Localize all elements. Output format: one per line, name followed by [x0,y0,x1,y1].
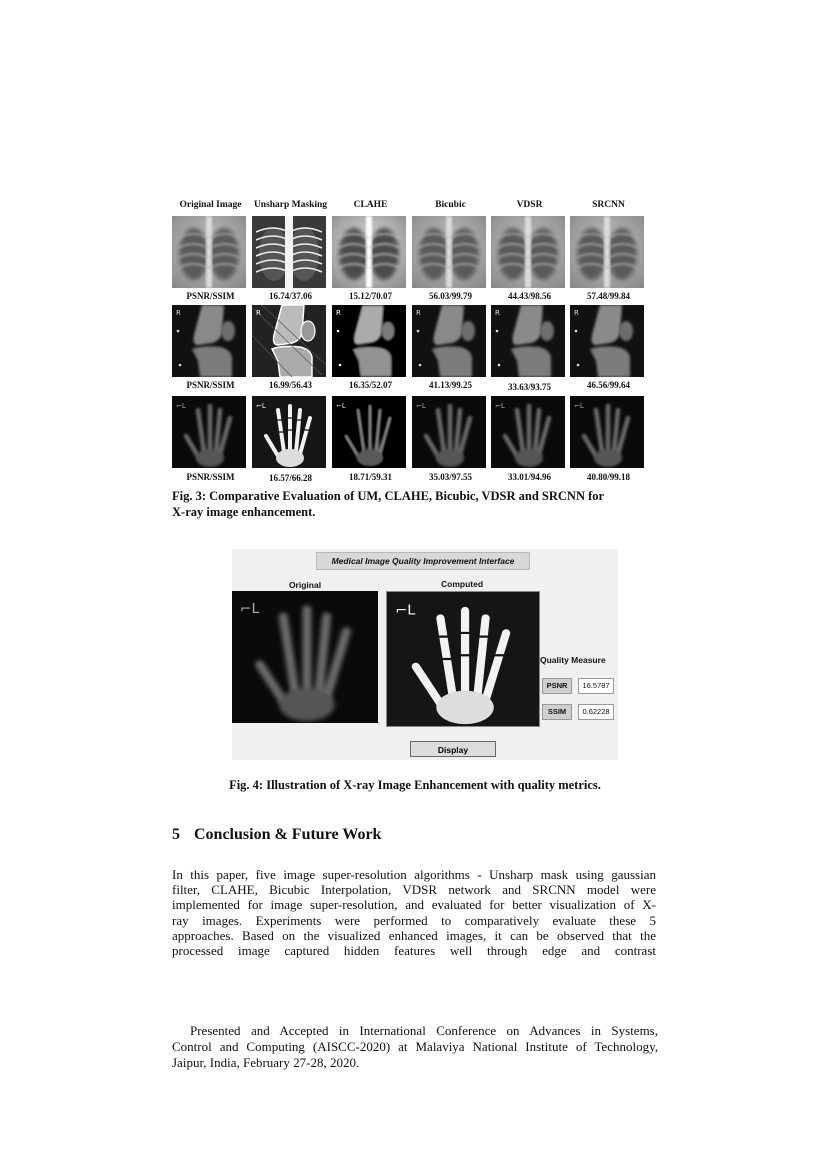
xray-hand-vdsr [491,396,565,468]
xray-knee-vdsr [491,305,565,377]
metric-hand-unsharp: 16.57/66.28 [268,473,312,483]
gui-title: Medical Image Quality Improvement Interface [316,552,530,570]
display-button[interactable]: Display [410,741,496,757]
xray-chest-original [172,216,246,288]
metric-knee-unsharp: 16.99/56.43 [268,380,312,390]
original-label: Original [288,580,322,590]
paragraph-line: ray images. Experiments were performed to comparatively evaluate these 5 [172,912,656,928]
xray-chest-srcnn [570,216,644,288]
metric-knee-bicubic: 41.13/99.25 [428,380,472,390]
computed-label: Computed [440,579,484,589]
col-header-bicubic: Bicubic [435,200,466,210]
metric-chest-bicubic: 56.03/99.79 [428,291,472,301]
xray-hand-bicubic [412,396,486,468]
ssim-value-field[interactable]: 0.62228 [578,704,614,720]
xray-knee-original [172,305,246,377]
section-title: Conclusion & Future Work [194,826,382,843]
section-heading [172,826,381,844]
col-header-vdsr: VDSR [516,200,543,210]
metric-hand-srcnn: 40.80/99.18 [586,472,630,482]
xray-chest-unsharp [252,216,326,288]
figure-3-caption-line: Fig. 3: Comparative Evaluation of UM, CLAHE, Bicubic, VDSR and SRCNN for [172,489,605,503]
col-header-srcnn: SRCNN [592,200,625,210]
metric-hand-label: PSNR/SSIM [186,472,235,482]
metric-chest-clahe: 15.12/70.07 [348,291,392,301]
quality-measure-label: Quality Measure [540,655,606,665]
figure-3 [172,200,648,485]
figure-4-gui [232,549,618,760]
metric-hand-bicubic: 35.03/97.55 [428,472,472,482]
xray-hand-clahe [332,396,406,468]
xray-hand-original [172,396,246,468]
psnr-label: PSNR [542,678,572,694]
ssim-label: SSIM [542,704,572,720]
col-header-unsharp: Unsharp Masking [253,200,328,210]
paragraph-line: approaches. Based on the visualized enhanced images, it can be observed that the [172,927,656,943]
original-xray-image [232,591,378,723]
figure-3-caption [172,488,658,520]
psnr-value-field[interactable]: 16.5787 [578,678,614,694]
xray-hand-srcnn [570,396,644,468]
xray-hand-unsharp [252,396,326,468]
paragraph-line: processed image captured hidden features well through edge and contrast [172,943,656,959]
metric-knee-clahe: 16.35/52.07 [348,380,392,390]
conclusion-paragraph [172,867,656,958]
paragraph-line: filter, CLAHE, Bicubic Interpolation, VDSR network and SRCNN model were [172,882,656,898]
figure-3-caption-line: X-ray image enhancement. [172,505,316,519]
metric-knee-vdsr: 33.63/93.75 [507,382,551,392]
conference-footer [172,1023,658,1070]
xray-chest-clahe [332,216,406,288]
footer-line: Presented and Accepted in International Conference on Advances in Systems, [190,1023,658,1038]
metric-chest-label: PSNR/SSIM [186,291,235,301]
metric-hand-vdsr: 33.01/94.96 [507,472,551,482]
metric-knee-label: PSNR/SSIM [186,380,235,390]
metric-knee-srcnn: 46.56/99.64 [586,380,630,390]
metric-chest-srcnn: 57.48/99.84 [586,291,630,301]
xray-knee-unsharp [252,305,326,377]
figure-4-caption: Fig. 4: Illustration of X-ray Image Enhancement with quality metrics. [229,778,601,792]
col-header-original: Original Image [179,200,242,210]
col-header-clahe: CLAHE [353,200,388,210]
footer-line: Jaipur, India, February 27-28, 2020. [172,1054,360,1070]
section-number: 5 [172,826,180,843]
xray-knee-bicubic [412,305,486,377]
xray-knee-clahe [332,305,406,377]
metric-chest-unsharp: 16.74/37.06 [268,291,312,301]
paragraph-line: In this paper, five image super-resolution algorithms - Unsharp mask using gaussian [172,867,656,882]
metric-chest-vdsr: 44.43/98.56 [507,291,551,301]
xray-knee-srcnn [570,305,644,377]
xray-chest-bicubic [412,216,486,288]
xray-chest-vdsr [491,216,565,288]
paragraph-line: implemented for image super-resolution, and evaluated for better visualization of X- [172,897,656,913]
metric-hand-clahe: 18.71/59.31 [348,472,392,482]
computed-xray-image [386,591,540,727]
footer-line: Control and Computing (AISCC-2020) at Malaviya National Institute of Technology, [172,1038,658,1054]
